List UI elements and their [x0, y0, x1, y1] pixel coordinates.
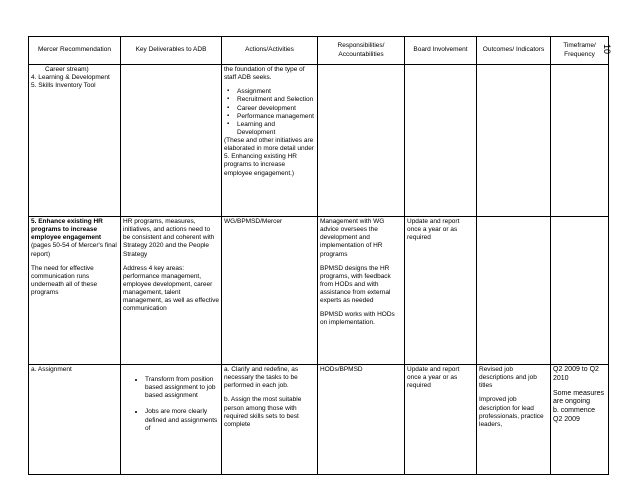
header-recommendation: Mercer Recommendation: [29, 37, 121, 65]
list-item: ▪ Assignment: [237, 88, 315, 96]
rec-reference: (pages 50-54 of Mercer's final report): [31, 242, 117, 258]
header-responsibilities: Responsibilities/ Accountabilities: [318, 37, 405, 65]
resp-text: Management with WG advice oversees the development and implementation of HR programs: [320, 218, 385, 258]
recommendation-cell: [29, 65, 121, 217]
rec-note: The need for effective communication runs underneath all of these programs: [31, 264, 98, 296]
actions-cell: [222, 65, 318, 217]
rec-item: 5. Skills Inventory Tool: [31, 82, 96, 90]
header-deliverables: Key Deliverables to ADB: [121, 37, 222, 65]
table-row: [29, 65, 609, 217]
outcomes-cell: [477, 365, 551, 475]
header-timeframe: Timeframe/ Frequency: [551, 37, 609, 65]
timeframe-cell: [551, 365, 609, 475]
recommendation-cell: a. Assignment: [29, 365, 121, 475]
deliverables-cell: [121, 365, 222, 475]
outcome-text: Revised job descriptions and job titles: [479, 366, 537, 390]
resp-text: BPMSD designs the HR programs, with feedback from HODs and with assistance from external experts as needed: [320, 264, 391, 305]
actions-text: a. Clarify and redefine, as necessary the tasks to be performed in each job.: [224, 366, 299, 390]
actions-text: b. Assign the most suitable person among those with required skills sets to best complete: [224, 396, 302, 428]
resp-text: BPMSD works with HODs on implementation.: [320, 311, 395, 327]
header-row: [29, 37, 609, 65]
rec-item: 4. Learning & Development: [31, 74, 110, 82]
rec-title: 5. Enhance existing HR programs to increase employee engagement: [31, 218, 103, 242]
header-actions: Actions/Activities: [222, 37, 318, 65]
header-board: Board Involvement: [405, 37, 477, 65]
table-row: [29, 217, 609, 365]
rec-continuation: Career stream): [45, 66, 89, 73]
list-item: • Transform from position based assignment to job based assignment: [145, 376, 219, 400]
deliverables-cell: [121, 65, 222, 217]
page-number: 10: [602, 44, 612, 55]
deliverables-text: Address 4 key areas: performance management, employee development, career management, talent management, as well as effective communication: [123, 264, 219, 313]
deliverables-text: HR programs, measures, initiatives, and actions need to be consistent and coherent with Strategy 2020 and the People Strategy: [123, 218, 215, 258]
list-item: ▪ Learning and Development: [237, 121, 315, 137]
recommendation-cell: [29, 217, 121, 365]
timeframe-text: b. commence Q2 2009: [553, 407, 596, 423]
actions-intro: the foundation of the type of staff ADB seeks.: [224, 66, 305, 82]
actions-note: (These and other initiatives are elaborated in more detail under 5. Enhancing existing HR programs to increase employee engagement.): [224, 137, 314, 177]
actions-cell: WG/BPMSD/Mercer: [222, 217, 318, 365]
board-cell: Update and report once a year or as required: [405, 217, 477, 365]
list-item: • Jobs are more clearly defined and assignments of: [145, 408, 219, 432]
list-item: ▪ Performance management: [237, 113, 315, 121]
action-plan-table: [28, 36, 609, 475]
table-row: [29, 365, 609, 475]
actions-cell: [222, 365, 318, 475]
header-outcomes: Outcomes/ Indicators: [477, 37, 551, 65]
timeframe-text: Some measures are ongoing: [553, 389, 604, 406]
list-item: ▪ Career development: [237, 105, 315, 113]
responsibilities-cell: [318, 217, 405, 365]
responsibilities-cell: HODs/BPMSD: [318, 365, 405, 475]
list-item: ▪ Recruitment and Selection: [237, 96, 315, 104]
board-cell: Update and report once a year or as required: [405, 365, 477, 475]
timeframe-text: Q2 2009 to Q2 2010: [553, 366, 599, 382]
deliverables-cell: [121, 217, 222, 365]
outcome-text: Improved job description for lead professionals, practice leaders,: [479, 396, 544, 428]
